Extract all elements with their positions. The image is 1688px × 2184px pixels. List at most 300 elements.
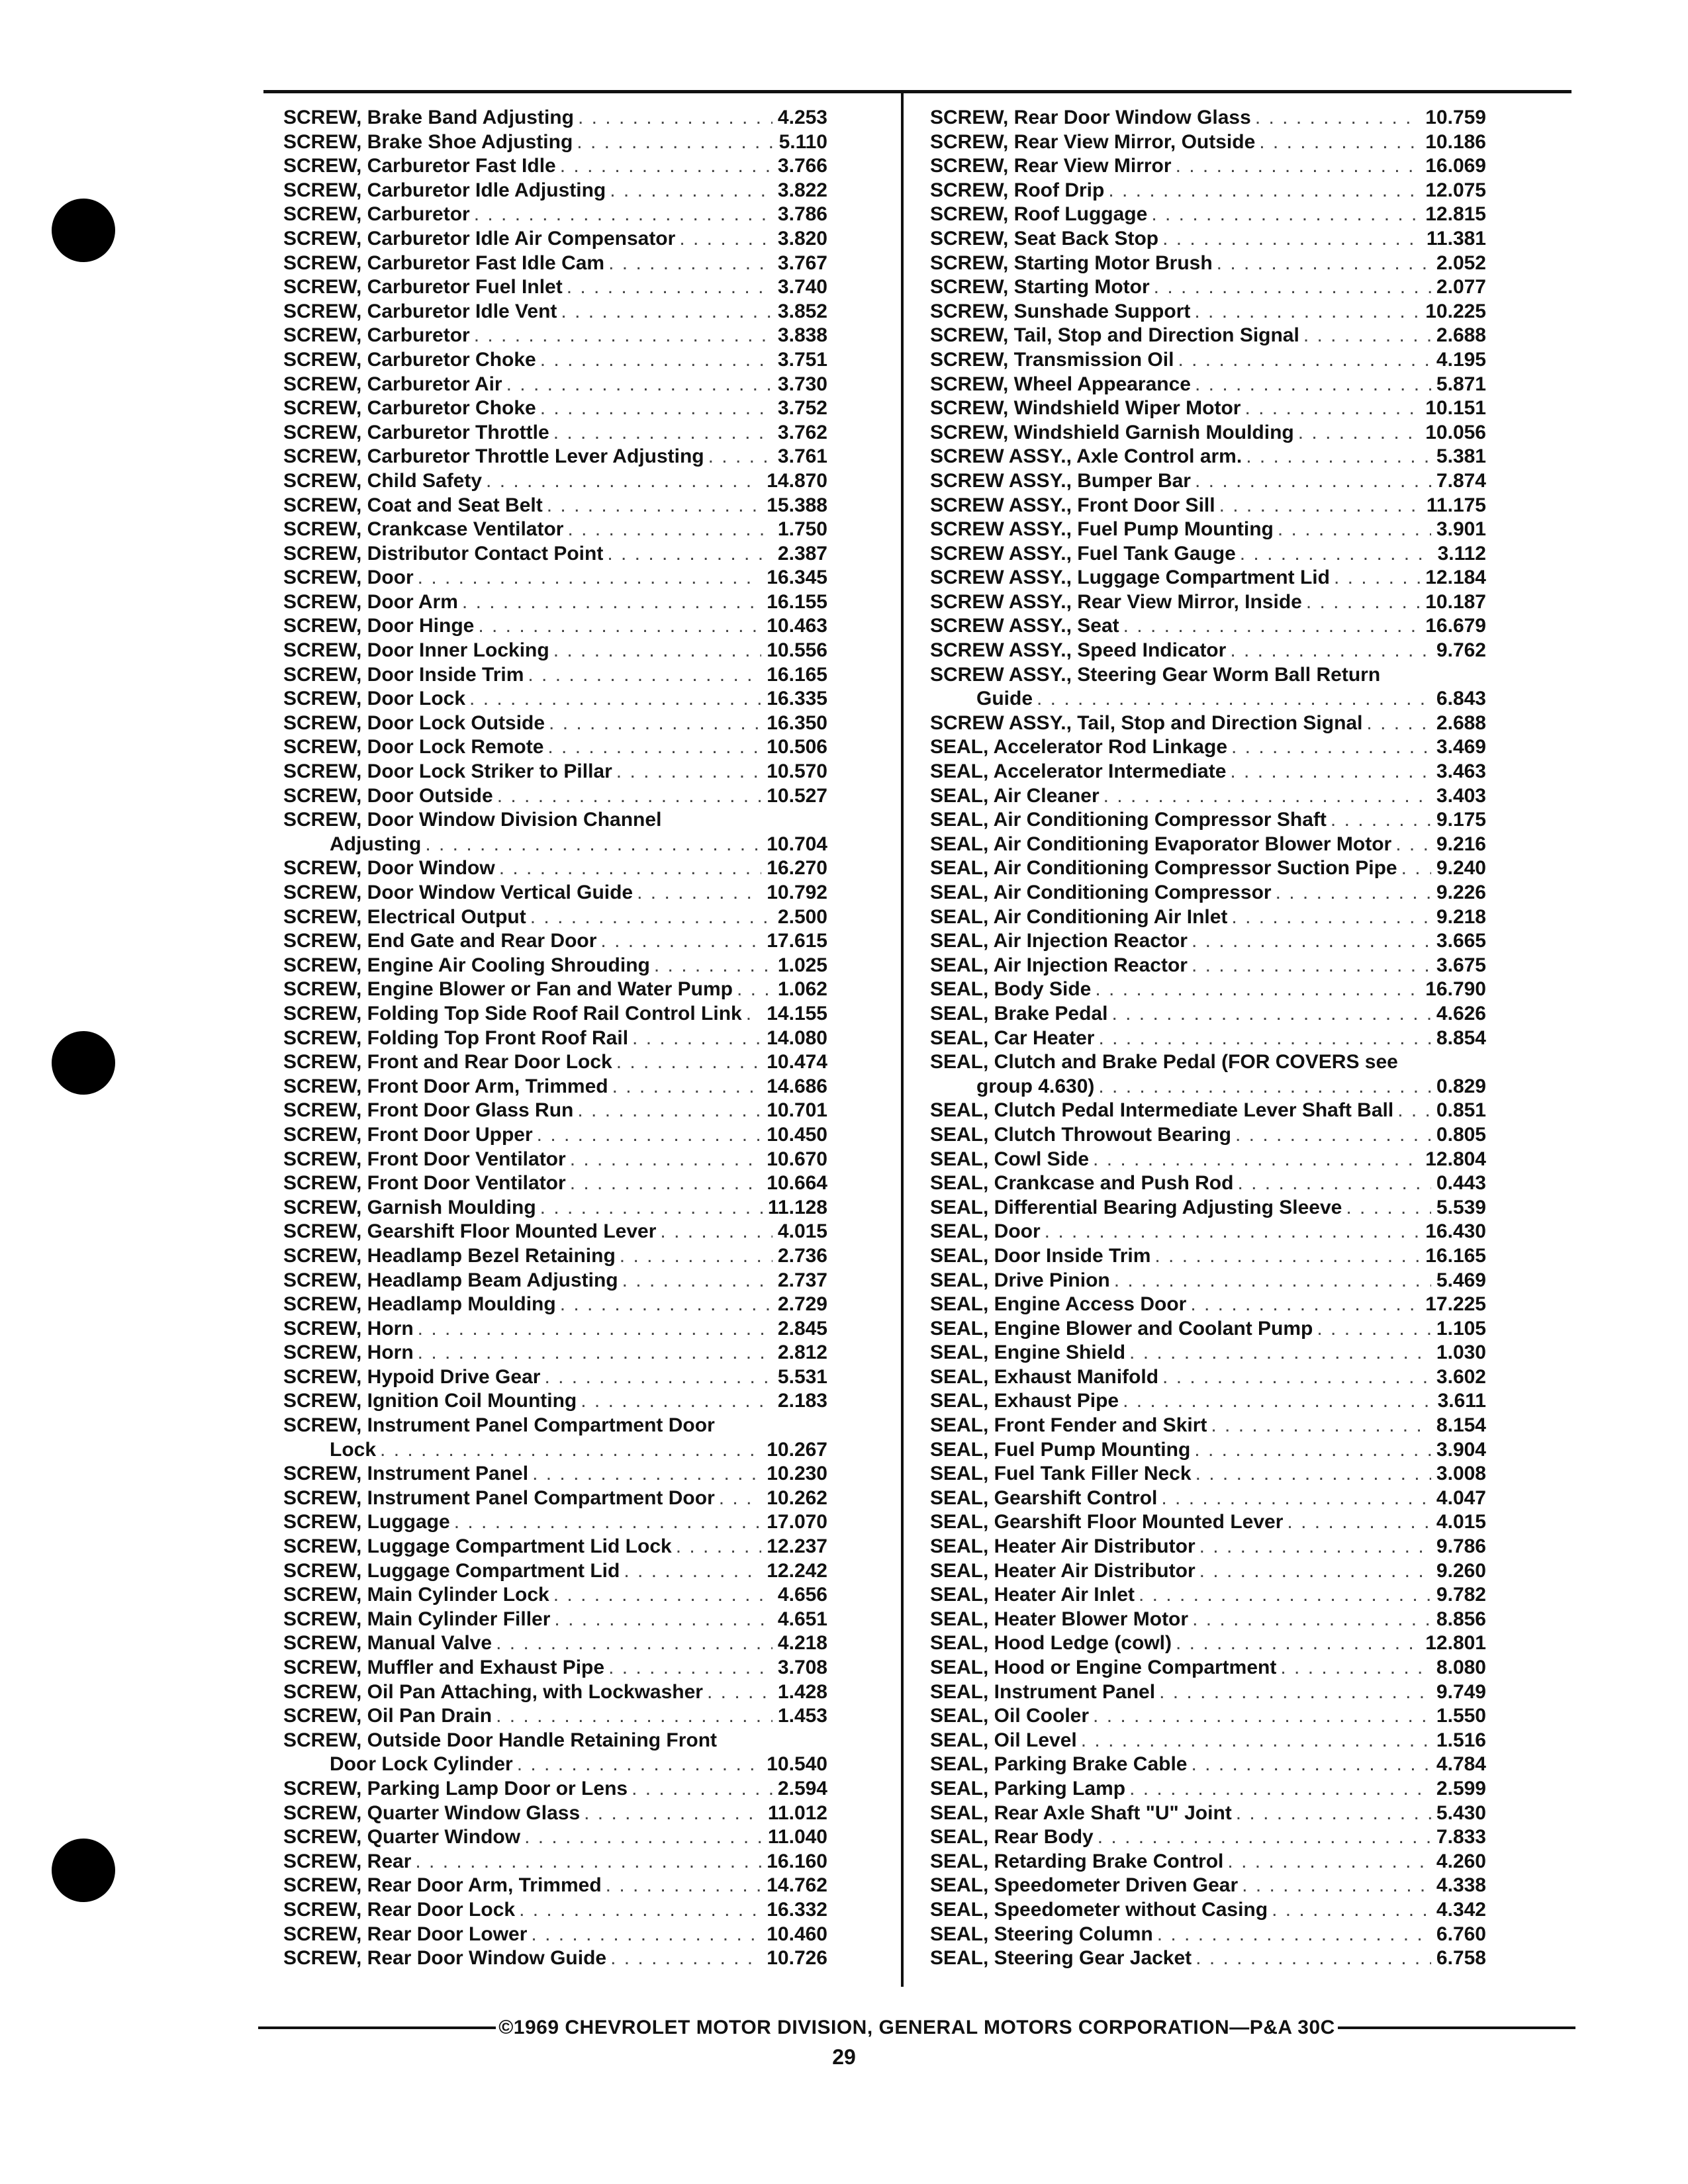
index-entry [930,905,1486,930]
entry-name: SCREW ASSY., Front Door Sill [930,494,1215,516]
index-entry [283,978,827,1002]
entry-row [283,1341,827,1365]
entry-row [283,833,827,857]
index-entry [283,929,827,954]
entry-row [930,711,1486,736]
dot-leader [1327,808,1431,833]
entry-name: SCREW, Wheel Appearance [930,373,1191,395]
entry-name: SCREW, Engine Blower or Fan and Water Pump [283,978,733,1001]
dot-leader [482,469,761,494]
group-number: 9.226 [1436,882,1486,903]
entry-row [930,735,1486,760]
dot-leader [672,1535,762,1559]
index-entry [283,1583,827,1608]
dot-leader [540,1365,772,1390]
dot-leader [1391,833,1431,857]
top-rule [263,90,1571,93]
entry-name: SCREW, Door Outside [283,784,493,807]
entry-row [283,179,827,203]
index-entry [283,1510,827,1535]
index-entry [283,421,827,445]
dot-leader [1191,469,1431,494]
group-number: 3.112 [1437,542,1486,565]
dot-leader [1274,518,1431,542]
group-number: 6.843 [1436,688,1486,710]
dot-leader [1232,1801,1431,1826]
entry-row [930,445,1486,469]
footer-rule-right [1338,2026,1575,2029]
entry-name: SCREW, Garnish Moulding [283,1196,536,1218]
entry-row [283,639,827,663]
group-number: 4.651 [777,1608,827,1630]
entry-name: SEAL, Accelerator Intermediate [930,760,1227,783]
index-entry [930,324,1486,348]
dot-leader [414,1341,773,1365]
index-entry [930,1486,1486,1511]
group-number: 12.804 [1425,1148,1486,1170]
index-entry [930,227,1486,251]
dot-leader [1110,1269,1431,1293]
entry-row [930,1002,1486,1026]
group-number: 4.015 [1436,1511,1486,1533]
dot-leader [715,1486,761,1511]
entry-row [283,1704,827,1729]
dot-leader [1196,1559,1431,1584]
index-entry [930,1631,1486,1656]
entry-row [930,1462,1486,1486]
group-number: 2.812 [777,1342,827,1364]
entry-row [930,396,1486,421]
entry-name: SEAL, Body Side [930,978,1092,1001]
index-entry [930,978,1486,1002]
dot-leader [492,1631,773,1656]
group-number: 1.750 [777,518,827,541]
entry-name: SCREW, Main Cylinder Filler [283,1608,551,1630]
group-number: 16.270 [767,857,827,880]
group-number: 16.165 [1425,1244,1486,1267]
entry-row [283,954,827,978]
index-entry [930,1196,1486,1220]
group-number: 10.460 [767,1923,827,1945]
group-number: 11.012 [767,1801,827,1824]
index-entry [283,1269,827,1293]
entry-row [283,494,827,518]
entry-name: SEAL, Steering Column [930,1923,1153,1945]
group-number: 16.165 [767,663,827,686]
entry-row [283,1656,827,1680]
entry-row [930,421,1486,445]
entry-name: SEAL, Steering Gear Jacket [930,1947,1192,1970]
entry-name: SEAL, Crankcase and Push Rod [930,1172,1234,1195]
index-entry [283,784,827,809]
entry-row [930,639,1486,663]
entry-row [283,1026,827,1051]
group-number: 2.077 [1436,276,1486,298]
index-entry [283,1196,827,1220]
index-entry [930,251,1486,276]
group-number: 1.105 [1436,1317,1486,1340]
group-number: 5.539 [1436,1196,1486,1218]
group-number: 10.267 [767,1438,827,1461]
index-entry [283,445,827,469]
group-number: 9.216 [1436,833,1486,855]
index-entry [283,1825,827,1850]
dot-leader [580,1801,763,1826]
dot-leader [703,1680,773,1705]
entry-name: SEAL, Air Conditioning Compressor [930,882,1272,903]
entry-row [930,760,1486,784]
index-entry [283,1099,827,1123]
entry-name: SCREW ASSY., Fuel Tank Gauge [930,542,1236,565]
dot-leader [606,179,773,203]
group-number: 10.792 [767,882,827,903]
index-entry [283,954,827,978]
group-number: 10.726 [767,1947,827,1970]
group-number: 10.262 [767,1486,827,1509]
entry-name: SCREW, Headlamp Beam Adjusting [283,1269,618,1291]
entry-row [930,808,1486,833]
group-number: 1.453 [777,1705,827,1727]
group-number: 10.664 [767,1172,827,1195]
group-number: 16.345 [767,567,827,589]
dot-leader [1150,275,1431,300]
entry-row [283,1777,827,1801]
dot-leader [1213,251,1431,276]
dot-leader [563,275,773,300]
entry-row [283,1148,827,1172]
dot-leader [536,396,773,421]
entry-row [283,1389,827,1414]
index-entry [930,1923,1486,1947]
entry-name: SCREW, Carburetor Throttle [283,421,549,443]
dot-leader [515,1898,761,1923]
entry-row [930,1825,1486,1850]
dot-leader [414,1317,773,1342]
entry-name: SCREW ASSY., Speed Indicator [930,639,1227,662]
entry-name: SCREW, Carburetor Fast Idle [283,155,556,177]
group-number: 2.736 [777,1244,827,1267]
entry-name: SEAL, Fuel Pump Mounting [930,1438,1191,1461]
entry-row [283,275,827,300]
group-number: 5.381 [1436,445,1486,468]
dot-leader [603,542,773,567]
entry-name: SCREW, Electrical Output [283,905,526,928]
entry-row [930,1680,1486,1705]
entry-name: SCREW, Oil Pan Attaching, with Lockwasher [283,1680,703,1703]
group-number: 2.688 [1436,711,1486,734]
entry-row [283,687,827,711]
group-number: 3.852 [777,300,827,322]
index-entry [930,566,1486,590]
group-number: 3.822 [777,179,827,201]
index-entry [930,1850,1486,1874]
dot-leader [1125,1777,1431,1801]
entry-name: SCREW, Distributor Contact Point [283,542,604,565]
group-number: 8.154 [1436,1414,1486,1437]
index-entry [930,275,1486,300]
index-entry [930,856,1486,881]
group-number: 4.342 [1436,1898,1486,1921]
index-entry [930,1171,1486,1196]
entry-row [930,106,1486,130]
entry-row [930,978,1486,1002]
entry-row [930,1026,1486,1051]
entry-row [930,494,1486,518]
group-number: 12.242 [767,1559,827,1582]
copyright-footer [258,2012,1575,2044]
entry-name: SCREW, Door Lock Striker to Pillar [283,760,612,783]
entry-name: SCREW, Rear Door Lower [283,1923,528,1945]
entry-name: SCREW, Instrument Panel Compartment Door [283,1486,715,1509]
entry-name: SCREW, Carburetor [283,324,470,347]
index-entry [283,324,827,348]
dot-leader [1223,1850,1431,1874]
index-entry [283,881,827,905]
entry-name: SEAL, Door [930,1220,1041,1243]
entry-row [283,130,827,155]
index-entry [283,639,827,663]
index-entry [283,518,827,542]
entry-name: SEAL, Heater Air Inlet [930,1584,1135,1606]
index-entry [283,1462,827,1486]
group-number: 9.762 [1436,639,1486,662]
entry-row [930,542,1486,567]
entry-name: SCREW, Oil Pan Drain [283,1705,492,1727]
dot-leader [604,1656,773,1680]
entry-row [930,227,1486,251]
group-number: 11.040 [767,1826,827,1848]
index-entry [283,106,827,130]
group-number: 3.820 [777,227,827,250]
index-entry [283,1729,827,1777]
entry-name: SCREW, Engine Air Cooling Shrouding [283,954,650,976]
entry-name: SCREW, Coat and Seat Belt [283,494,543,516]
entry-name: SCREW, Folding Top Front Roof Rail [283,1026,629,1049]
entry-row [930,1559,1486,1584]
entry-name: SCREW, Rear Door Window Glass [930,107,1251,128]
entry-row [283,106,827,130]
entry-name: SCREW, Muffler and Exhaust Pipe [283,1657,605,1678]
entry-name: SCREW, Headlamp Bezel Retaining [283,1244,616,1267]
index-entry [930,1898,1486,1923]
entry-name: SCREW, Parking Lamp Door or Lens [283,1777,628,1799]
entry-row [930,469,1486,494]
dot-leader [1251,106,1420,130]
dot-leader [1089,1704,1431,1729]
index-entry [930,1099,1486,1123]
entry-row [283,203,827,227]
dot-leader [526,905,773,930]
entry-name: SCREW, Carburetor Air [283,373,502,395]
entry-name: SCREW, Instrument Panel [283,1463,529,1485]
dot-leader [421,833,761,857]
punch-hole-top [52,199,115,262]
dot-leader [376,1438,761,1463]
entry-row [283,373,827,397]
entry-row [930,1486,1486,1511]
group-number: 2.387 [777,542,827,565]
dot-leader [458,590,761,615]
group-number: 17.070 [767,1511,827,1533]
entry-name: SCREW, Seat Back Stop [930,227,1159,250]
index-entry [283,251,827,276]
entry-row [283,663,827,688]
entry-row [283,1002,827,1026]
dot-leader [474,614,761,639]
entry-name: SCREW, Carburetor Idle Air Compensator [283,227,676,250]
entry-row [283,1801,827,1826]
entry-name: SCREW, Front Door Upper [283,1123,533,1146]
entry-row [930,1148,1486,1172]
dot-leader [574,106,773,130]
entry-row [930,1631,1486,1656]
entry-row [930,1365,1486,1390]
dot-leader [566,1171,762,1196]
index-entry [283,1148,827,1172]
index-entry [283,396,827,421]
dot-leader [704,445,773,469]
entry-name: SEAL, Cowl Side [930,1148,1090,1170]
dot-leader [1107,1002,1430,1026]
group-number: 10.506 [767,736,827,758]
entry-row [930,1850,1486,1874]
dot-leader [1174,348,1430,373]
entry-name: SCREW, Rear View Mirror [930,155,1172,177]
entry-row [930,130,1486,155]
group-number: 2.052 [1436,251,1486,274]
index-entry [283,1414,827,1462]
index-entry [930,1559,1486,1584]
group-number: 10.230 [767,1463,827,1485]
dot-leader [566,1148,762,1172]
entry-row [930,1898,1486,1923]
group-number: 14.762 [767,1874,827,1897]
dot-leader [550,1608,773,1632]
dot-leader [502,373,773,397]
entry-row [930,1923,1486,1947]
group-number: 3.469 [1436,736,1486,758]
entry-row [930,324,1486,348]
entry-name: SCREW, Carburetor Fuel Inlet [283,276,563,298]
entry-name: SEAL, Brake Pedal [930,1002,1108,1024]
dot-leader [1192,1462,1431,1486]
dot-leader [1153,1923,1431,1947]
index-entry [283,1656,827,1680]
entry-name: SCREW, Door Lock Remote [283,736,544,758]
index-entry [283,1631,827,1656]
entry-row [283,1220,827,1244]
index-entry [930,1026,1486,1051]
entry-row [283,1050,827,1075]
entry-row [283,590,827,615]
dot-leader [524,663,761,688]
dot-leader [1227,905,1431,930]
entry-row [930,1244,1486,1269]
entry-name: SCREW, Outside Door Handle Retaining Front [283,1729,718,1751]
entry-row [283,1874,827,1898]
entry-name: SEAL, Air Conditioning Air Inlet [930,905,1228,928]
entry-row [283,1680,827,1705]
dot-leader [556,1293,773,1317]
group-number: 3.008 [1436,1463,1486,1485]
entry-row [283,469,827,494]
entry-name: SCREW, Door Hinge [283,615,475,637]
index-entry [930,1510,1486,1535]
dot-leader [1255,130,1420,155]
group-number: 10.225 [1425,300,1486,322]
entry-row [930,275,1486,300]
entry-name-continued: group 4.630) [976,1075,1095,1097]
dot-leader [612,1050,762,1075]
entry-name: SCREW, Brake Shoe Adjusting [283,130,573,153]
index-entry [930,1050,1486,1099]
group-number: 0.851 [1436,1099,1486,1122]
dot-leader [411,1850,761,1874]
entry-name: SEAL, Fuel Tank Filler Neck [930,1463,1192,1485]
dot-leader [628,1777,773,1801]
entry-row [283,784,827,809]
index-entry [283,1171,827,1196]
dot-leader [513,1752,762,1777]
entry-name: SEAL, Clutch Pedal Intermediate Lever Shaft Ball [930,1099,1394,1122]
entry-name: SCREW, Door [283,567,414,589]
dot-leader [628,1026,761,1051]
entry-name: SEAL, Heater Air Distributor [930,1535,1196,1558]
entry-row [930,856,1486,881]
dot-leader [733,978,773,1002]
punch-hole-middle [52,1031,115,1095]
dot-leader [1188,954,1431,978]
group-number: 11.175 [1426,494,1486,516]
entry-row [930,833,1486,857]
dot-leader [1330,566,1420,590]
dot-leader [1226,760,1431,784]
dot-leader [656,1220,773,1244]
entry-row [283,1510,827,1535]
entry-row [283,1923,827,1947]
entry-name-continued: Adjusting [330,833,422,855]
dot-leader [596,929,761,954]
group-number: 0.443 [1436,1172,1486,1195]
entry-row [930,1317,1486,1342]
entry-name: SCREW, Front Door Ventilator [283,1148,566,1170]
index-entry [283,1293,827,1317]
entry-name: SCREW, Rear [283,1850,412,1872]
index-entry [930,1608,1486,1632]
entry-name: SEAL, Air Conditioning Evaporator Blower Motor [930,833,1392,855]
entry-name: SCREW, Door Window [283,857,495,880]
index-entry [283,1559,827,1584]
entry-row [283,566,827,590]
entry-row [930,1075,1486,1099]
entry-row [283,1462,827,1486]
dot-leader [1172,1631,1420,1656]
entry-row [930,1099,1486,1123]
entry-row [930,251,1486,276]
index-entry [283,1898,827,1923]
index-entry [930,1777,1486,1801]
index-entry [930,881,1486,905]
dot-leader [1186,1293,1420,1317]
entry-name: SEAL, Front Fender and Skirt [930,1414,1207,1437]
entry-name: SCREW, Carburetor Choke [283,397,536,420]
entry-name: SCREW, Door Arm [283,590,458,613]
index-entry [283,154,827,179]
group-number: 3.708 [777,1657,827,1678]
dot-leader [573,1099,761,1123]
dot-leader [606,1946,761,1971]
dot-leader [528,1462,761,1486]
